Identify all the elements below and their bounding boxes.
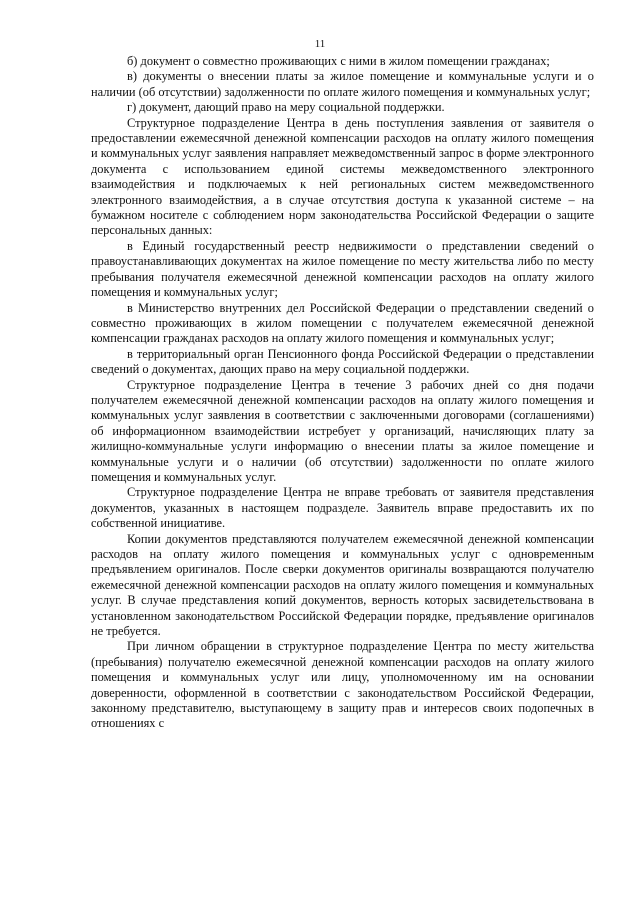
- paragraph: в Министерство внутренних дел Российской Федерации о представлении сведений о совместно проживающих в жилом помещении с получателем ежемесячной денежной компенсации гражданах расходов на оплату жилого помещения и коммунальных услуг;: [91, 300, 594, 346]
- paragraph: При личном обращении в структурное подразделение Центра по месту жительства (пребывания) получателю ежемесячной денежной компенсации расходов на оплату жилого помещения и коммунальных услуг или лицу, уполномоченному им на основании доверенности, оформленной в соответствии с законодательством Российской Федерации, законному представителю, выступающему в защиту прав и интересов своих подопечных в отношениях с: [91, 639, 594, 731]
- paragraph: Структурное подразделение Центра не вправе требовать от заявителя представления документов, указанных в настоящем подразделе. Заявитель вправе предоставить их по собственной инициативе.: [91, 485, 594, 531]
- page-number: 11: [314, 38, 326, 50]
- paragraph: в территориальный орган Пенсионного фонда Российской Федерации о представлении сведений о документах, дающих право на меру социальной поддержки.: [91, 346, 594, 377]
- paragraph: б) документ о совместно проживающих с ними в жилом помещении гражданах;: [127, 54, 550, 68]
- paragraph: г) документ, дающий право на меру социальной поддержки.: [127, 100, 445, 115]
- paragraph: в Единый государственный реестр недвижимости о представлении сведений о правоустанавливающих документах на жилое помещение по месту жительства либо по месту пребывания получателя ежемесячной денежной компенсации расходов на оплату жилого помещения и коммунальных услуг;: [91, 238, 594, 300]
- paragraph: в) документы о внесении платы за жилое помещение и коммунальные услуги и о наличии (об отсутствии) задолженности по оплате жилого помещения и коммунальных услуг;: [91, 69, 594, 99]
- paragraph: Структурное подразделение Центра в день поступления заявления от заявителя о предоставлении ежемесячной денежной компенсации расходов на оплату жилого помещения и коммунальных услуг заявления направляет межведомственный запрос в форме электронного документа с использованием единой системы межведомственного электронного взаимодействия и подключаемых к ней региональных систем межведомственного электронного взаимодействия, а в случае отсутствия доступа к указанной системе – на бумажном носителе с соблюдением норм законодательства Российской Федерации о защите персональных данных:: [91, 115, 594, 238]
- document-body: [91, 54, 594, 732]
- paragraph: Структурное подразделение Центра в течение 3 рабочих дней со дня подачи получателем ежемесячной денежной компенсации расходов на оплату жилого помещения и коммунальных услуг заявления в соответствии с заключенными договорами (соглашениями) об информационном взаимодействии истребует у организаций, начисляющих плату за жилищно-коммунальные услуги информацию о внесении платы за жилое помещение и коммунальные услуги и о наличии (об отсутствии) задолженности по оплате жилого помещения и коммунальных услуг.: [91, 377, 594, 484]
- paragraph: Копии документов представляются получателем ежемесячной денежной компенсации расходов на оплату жилого помещения и коммунальных услуг с одновременным предъявлением оригиналов. После сверки документов оригиналы возвращаются получателю ежемесячной денежной компенсации расходов на оплату жилого помещения и коммунальных услуг. В случае представления копий документов, верность которых засвидетельствована в установленном законодательством Российской Федерации порядке, предъявление оригиналов не требуется.: [91, 531, 594, 639]
